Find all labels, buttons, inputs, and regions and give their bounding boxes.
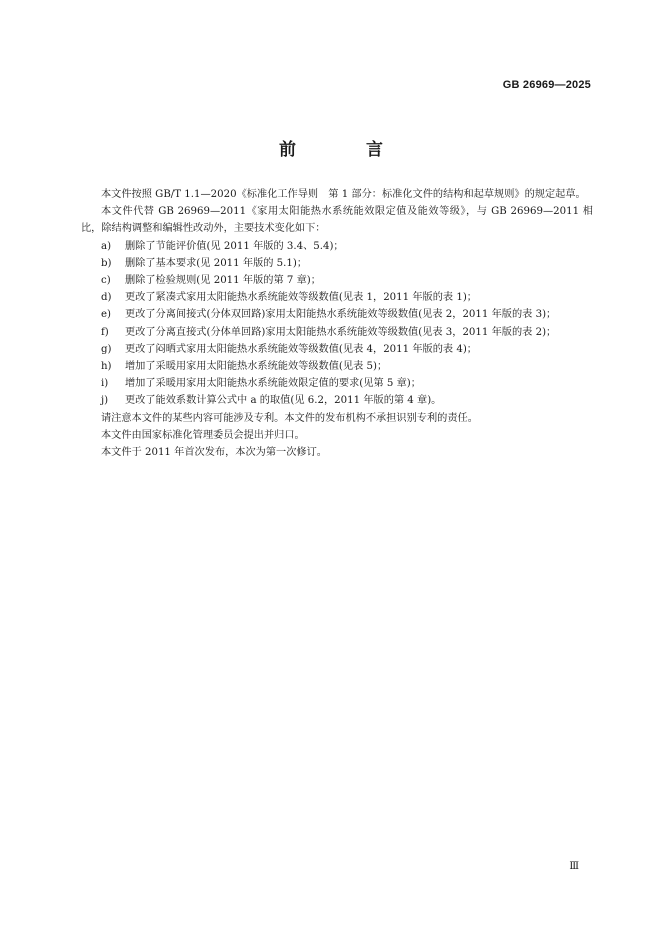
list-item xyxy=(81,306,593,323)
list-item xyxy=(81,375,593,392)
list-marker: d) xyxy=(101,292,112,304)
list-item xyxy=(81,392,593,409)
list-item-text: 更改了紧凑式家用太阳能热水系统能效等级数值(见表 1，2011 年版的表 1)； xyxy=(125,292,477,304)
paragraph-patent-notice: 请注意本文件的某些内容可能涉及专利。本文件的发布机构不承担识别专利的责任。 xyxy=(101,412,478,424)
list-item xyxy=(81,358,593,375)
list-item-text: 增加了采暖用家用太阳能热水系统能效限定值的要求(见第 5 章)； xyxy=(125,378,421,390)
list-item-text: 删除了基本要求(见 2011 年版的 5.1)； xyxy=(125,257,308,269)
list-item-text: 更改了分离间接式(分体双回路)家用太阳能热水系统能效等级数值(见表 2，2011 年版的表 3)； xyxy=(125,309,557,321)
list-marker: f) xyxy=(101,326,109,338)
list-item xyxy=(81,238,593,255)
list-marker: j) xyxy=(101,395,109,407)
list-item xyxy=(81,324,593,341)
list-item xyxy=(81,272,593,289)
paragraph-history: 本文件于 2011 年首次发布，本次为第一次修订。 xyxy=(101,447,327,459)
paragraph-replacement: 本文件代替 GB 26969—2011《家用太阳能热水系统能效限定值及能效等级》，与 GB 26969—2011 相比，除结构调整和编辑性改动外，主要技术变化如下： xyxy=(81,206,593,235)
list-marker: g) xyxy=(101,343,112,355)
list-marker: e) xyxy=(101,309,112,321)
list-item-text: 增加了采暖用家用太阳能热水系统能效等级数值(见表 5)； xyxy=(125,361,388,373)
paragraph-proposer: 本文件由国家标准化管理委员会提出并归口。 xyxy=(101,429,305,441)
list-item xyxy=(81,341,593,358)
page-number: Ⅲ xyxy=(569,861,579,872)
changes-list xyxy=(81,238,593,410)
list-marker: b) xyxy=(101,257,112,269)
list-item-text: 更改了分离直接式(分体单回路)家用太阳能热水系统能效等级数值(见表 3，2011 年版的表 2)； xyxy=(125,326,557,338)
list-marker: h) xyxy=(101,361,112,373)
list-item-text: 删除了节能评价值(见 2011 年版的 3.4、5.4)； xyxy=(125,240,344,252)
foreword-body xyxy=(81,186,593,461)
list-item xyxy=(81,289,593,306)
standard-code: GB 26969—2025 xyxy=(502,79,591,91)
list-item xyxy=(81,255,593,272)
list-marker: i) xyxy=(101,378,109,390)
list-item-text: 更改了能效系数计算公式中 a 的取值(见 6.2，2011 年版的第 4 章)。 xyxy=(125,395,442,407)
paragraph-drafting-rules: 本文件按照 GB/T 1.1—2020《标准化工作导则 第 1 部分：标准化文件的结构和起草规则》的规定起草。 xyxy=(101,189,586,200)
page-title: 前 言 xyxy=(279,140,415,160)
list-marker: a) xyxy=(101,240,112,252)
list-marker: c) xyxy=(101,275,111,287)
list-item-text: 删除了检验规则(见 2011 年版的第 7 章)； xyxy=(125,275,321,287)
list-item-text: 更改了闷晒式家用太阳能热水系统能效等级数值(见表 4，2011 年版的表 4)； xyxy=(125,343,477,355)
